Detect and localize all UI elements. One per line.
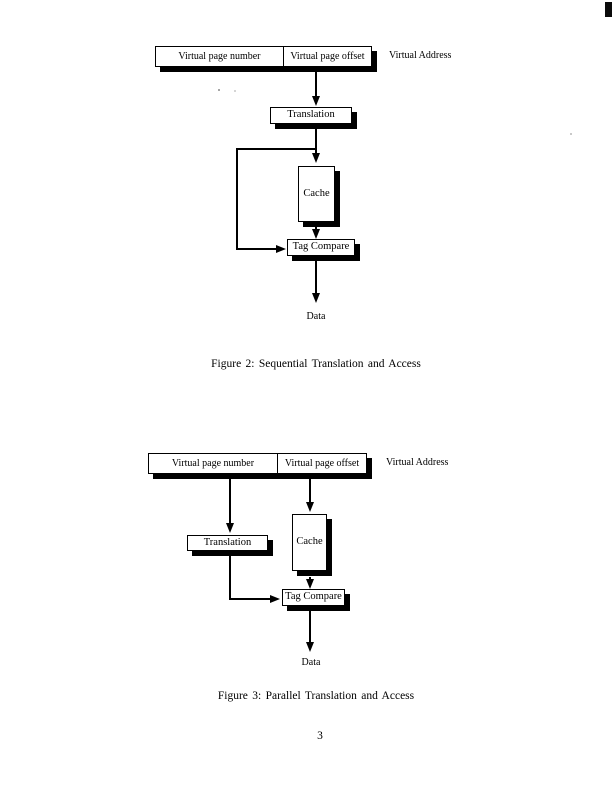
scan-speck — [218, 89, 220, 91]
virtual-address-label: Virtual Address — [389, 50, 452, 61]
translation-label: Translation — [203, 536, 252, 548]
arrow-down-icon — [306, 642, 314, 652]
scan-artifact-mark — [605, 2, 612, 17]
arrow-down-icon — [226, 523, 234, 533]
tag-compare-box — [282, 589, 345, 606]
connector-line — [229, 598, 270, 600]
virtual-address-register — [148, 453, 367, 474]
connector-line — [229, 552, 231, 600]
connector-line — [229, 474, 231, 524]
tag-compare-label: Tag Compare — [292, 241, 350, 253]
figure3-caption: Figure 3: Parallel Translation and Access — [217, 690, 415, 702]
page-number: 3 — [317, 730, 323, 742]
virtual-page-offset-cell: Virtual page offset — [283, 47, 371, 66]
translation-label: Translation — [287, 109, 335, 121]
data-label: Data — [301, 657, 321, 668]
cache-label: Cache — [303, 187, 330, 199]
connector-line — [309, 474, 311, 503]
connector-line — [309, 611, 311, 643]
arrow-down-icon — [306, 579, 314, 589]
cache-box — [292, 514, 327, 571]
figure2-caption: Figure 2: Sequential Translation and Access — [211, 358, 421, 370]
scan-speck — [570, 133, 572, 135]
cache-label: Cache — [296, 536, 323, 548]
virtual-page-number-cell: Virtual page number — [171, 457, 255, 469]
virtual-page-offset-cell: Virtual page offset — [277, 454, 366, 473]
virtual-page-number-cell: Virtual page number — [178, 50, 261, 62]
arrow-down-icon — [306, 502, 314, 512]
virtual-address-label: Virtual Address — [386, 457, 449, 468]
arrow-right-icon — [270, 595, 280, 603]
tag-compare-label: Tag Compare — [285, 591, 342, 603]
data-label: Data — [306, 311, 326, 322]
scan-speck — [234, 90, 236, 92]
translation-box — [187, 535, 268, 551]
